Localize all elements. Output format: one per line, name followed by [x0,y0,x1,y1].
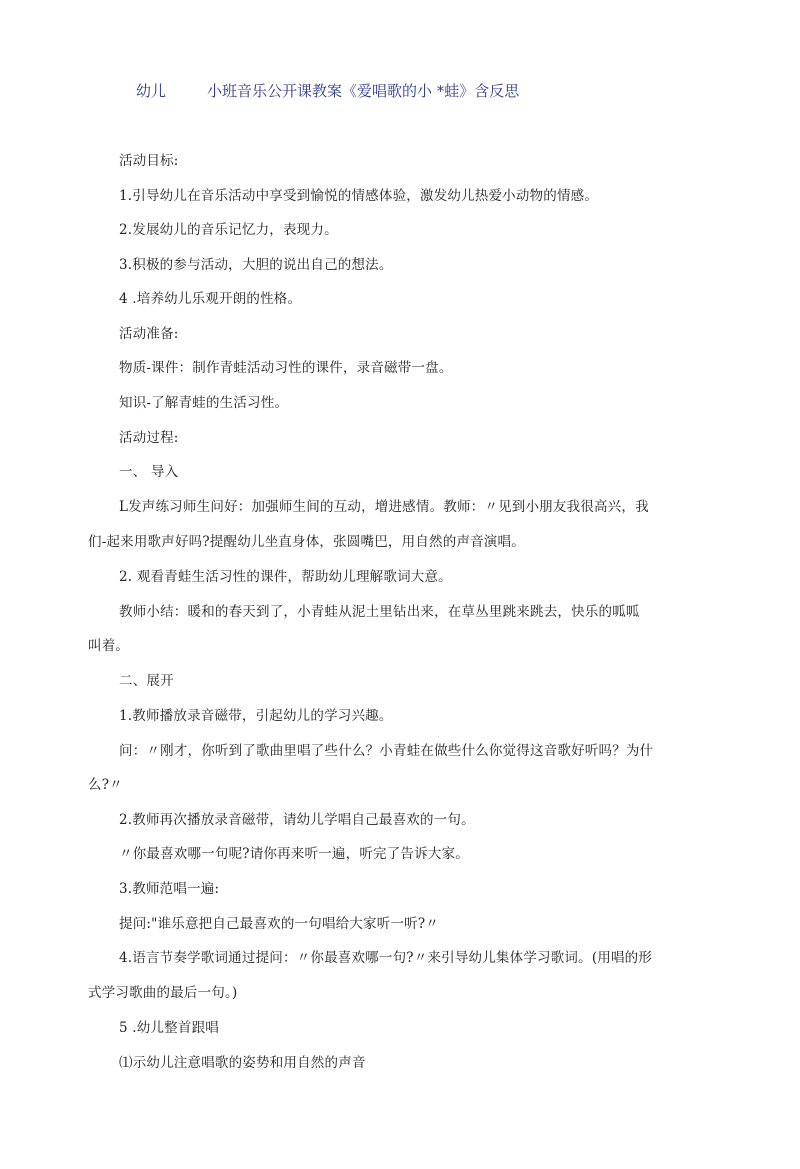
goal-item-4: 4 .培养幼儿乐观开朗的性格。 [119,291,302,307]
paragraph-line: 们-起来用歌声好吗?提醒幼儿坐直身体，张圆嘴巴，用自然的声音演唱。 [88,534,525,550]
paragraph-line: 4.语言节奏学歌词通过提问：〃你最喜欢哪一句?〃来引导幼儿集体学习歌词。(用唱的形 [119,950,653,966]
paragraph-line: 〃你最喜欢哪一句呢?请你再来听一遍，听完了告诉大家。 [119,846,469,862]
document-title [0,80,800,102]
goal-item-1: 1.引导幼儿在音乐活动中享受到愉悦的情感体验，激发幼儿热爱小动物的情感。 [119,188,599,204]
paragraph-line: 教师小结：暖和的春天到了，小青蛙从泥土里钻出来，在草丛里跳来跳去，快乐的呱呱 [119,604,640,620]
goal-item-2: 2.发展幼儿的音乐记忆力，表现力。 [119,222,338,238]
paragraph-line: 2. 观看青蛙生活习性的课件，帮助幼儿理解歌词大意。 [119,569,452,585]
paragraph-line: 么?〃 [88,777,123,793]
title-part-1: 幼儿 [136,82,167,100]
process-part-1-heading: 一、 导入 [119,464,179,480]
paragraph-line: 提问:"谁乐意把自己最喜欢的一句唱给大家听一听?〃 [119,916,439,932]
process-part-2-heading: 二、展开 [119,673,174,689]
section-heading-preparation: 活动准备: [119,326,179,342]
section-heading-process: 活动过程: [119,430,179,446]
paragraph-line: 3.教师范唱一遍: [119,881,220,897]
paragraph-line: 5 .幼儿整首跟唱 [119,1020,219,1036]
paragraph-line: 2.教师再次播放录音磁带，请幼儿学唱自己最喜欢的一句。 [119,812,475,828]
paragraph-line: L发声练习师生问好：加强师生间的互动，增进感情。教师：〃见到小朋友我很高兴，我 [119,499,649,515]
title-part-2: 小班音乐公开课教案《爱唱歌的小 *蛙》含反思 [207,82,520,100]
paragraph-line: 问：〃刚才，你听到了歌曲里唱了些什么？小青蛙在做些什么你觉得这音歌好听吗？为什 [119,743,654,759]
preparation-material: 物质-课件：制作青蛙活动习性的课件，录音磁带一盘。 [119,360,453,376]
preparation-knowledge: 知识-了解青蛙的生活习性。 [119,395,289,411]
paragraph-line: 叫着。 [88,638,130,654]
goal-item-3: 3.积极的参与活动，大胆的说出自己的想法。 [119,257,393,273]
section-heading-goals: 活动目标: [119,153,179,169]
paragraph-line: ⑴示幼儿注意唱歌的姿势和用自然的声音 [119,1055,366,1071]
paragraph-line: 1.教师播放录音磁带，引起幼儿的学习兴趣。 [119,708,393,724]
paragraph-line: 式学习歌曲的最后一句。) [88,985,238,1001]
